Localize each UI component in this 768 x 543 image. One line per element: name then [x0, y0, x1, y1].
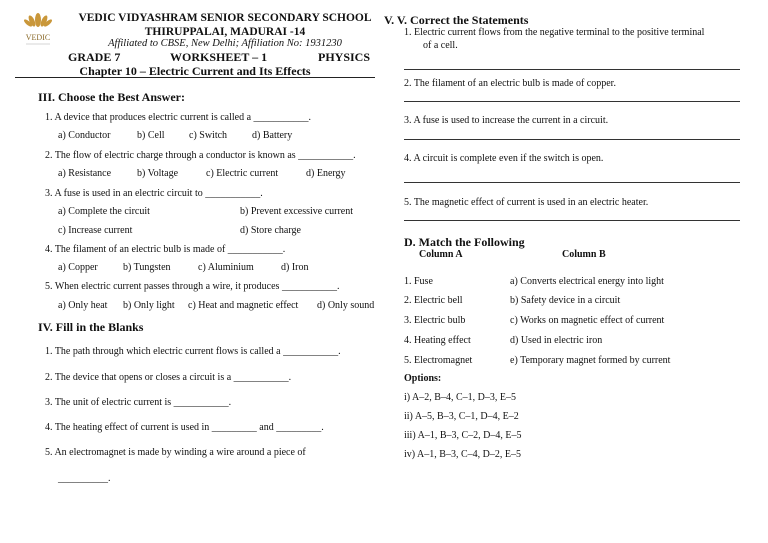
mcq-4-opt-d[interactable]: d) Iron [281, 262, 309, 273]
answer-line-1[interactable] [404, 69, 740, 70]
match-b-3: c) Works on magnetic effect of current [510, 315, 665, 326]
match-b-5: e) Temporary magnet formed by current [510, 355, 671, 366]
mcq-5: 5. When electric current passes through a wire, it produces ___________. [45, 281, 340, 292]
match-b-4: d) Used in electric iron [510, 335, 603, 346]
mcq-2: 2. The flow of electric charge through a conductor is known as ___________. [45, 150, 356, 161]
mcq-4-opt-a[interactable]: a) Copper [58, 262, 98, 273]
mcq-2-opt-a[interactable]: a) Resistance [58, 168, 112, 179]
match-b-2: b) Safety device in a circuit [510, 295, 621, 306]
mcq-5-opt-a[interactable]: a) Only heat [58, 300, 108, 311]
answer-line-2[interactable] [404, 101, 740, 102]
options-label: Options: [404, 373, 442, 384]
school-logo [18, 10, 58, 48]
statement-1: 1. Electric current flows from the negative terminal to the positive terminal [404, 27, 705, 38]
mcq-5-opt-b[interactable]: b) Only light [123, 300, 175, 311]
match-a-5: 5. Electromagnet [404, 355, 473, 366]
match-option-3[interactable]: iii) A–1, B–3, C–2, D–4, E–5 [404, 430, 522, 441]
subject: PHYSICS [318, 50, 371, 64]
header-divider [15, 77, 375, 78]
statement-3: 3. A fuse is used to increase the current in a circuit. [404, 115, 609, 126]
school-name: VEDIC VIDYASHRAM SENIOR SECONDARY SCHOOL [78, 12, 372, 24]
answer-line-4[interactable] [404, 182, 740, 183]
blank-4: 4. The heating effect of current is used in _________ and _________. [45, 422, 324, 433]
match-a-4: 4. Heating effect [404, 335, 471, 346]
blank-3: 3. The unit of electric current is ___________. [45, 397, 232, 408]
mcq-1-opt-d[interactable]: d) Battery [252, 130, 293, 141]
match-option-4[interactable]: iv) A–1, B–3, C–4, D–2, E–5 [404, 449, 521, 460]
match-a-3: 3. Electric bulb [404, 315, 466, 326]
answer-line-5[interactable] [404, 220, 740, 221]
match-option-2[interactable]: ii) A–5, B–3, C–1, D–4, E–2 [404, 411, 519, 422]
mcq-5-opt-c[interactable]: c) Heat and magnetic effect [188, 300, 299, 311]
mcq-2-opt-c[interactable]: c) Electric current [206, 168, 279, 179]
section-4-title: IV. Fill in the Blanks [38, 320, 144, 334]
svg-text:VEDIC: VEDIC [25, 33, 51, 42]
match-a-2: 2. Electric bell [404, 295, 463, 306]
statement-1-cont: of a cell. [423, 40, 458, 51]
blank-5-line: __________. [58, 473, 111, 484]
affiliation: Affiliated to CBSE, New Delhi; Affiliation No: 1931230 [108, 38, 342, 49]
blank-2: 2. The device that opens or closes a circuit is a ___________. [45, 372, 292, 383]
statement-2: 2. The filament of an electric bulb is made of copper. [404, 78, 616, 89]
column-b-header: Column B [562, 249, 606, 260]
mcq-1-opt-a[interactable]: a) Conductor [58, 130, 111, 141]
mcq-3-opt-c[interactable]: c) Increase current [58, 225, 133, 236]
mcq-3-opt-d[interactable]: d) Store charge [240, 225, 301, 236]
worksheet-label: WORKSHEET – 1 [170, 50, 268, 64]
school-place: THIRUPPALAI, MADURAI -14 [144, 26, 306, 38]
mcq-3-opt-b[interactable]: b) Prevent excessive current [240, 206, 354, 217]
match-a-1: 1. Fuse [404, 276, 433, 287]
statement-4: 4. A circuit is complete even if the switch is open. [404, 153, 604, 164]
mcq-2-opt-d[interactable]: d) Energy [306, 168, 346, 179]
mcq-2-opt-b[interactable]: b) Voltage [137, 168, 179, 179]
grade: GRADE 7 [68, 50, 121, 64]
mcq-4-opt-c[interactable]: c) Aluminium [198, 262, 254, 273]
mcq-1-opt-c[interactable]: c) Switch [189, 130, 228, 141]
mcq-1-opt-b[interactable]: b) Cell [137, 130, 165, 141]
statement-5: 5. The magnetic effect of current is used in an electric heater. [404, 197, 649, 208]
blank-1: 1. The path through which electric current flows is called a ___________. [45, 346, 341, 357]
mcq-4-opt-b[interactable]: b) Tungsten [123, 262, 171, 273]
mcq-4: 4. The filament of an electric bulb is made of ___________. [45, 244, 286, 255]
section-5-title: V. V. Correct the Statements [384, 13, 529, 27]
mcq-3-opt-a[interactable]: a) Complete the circuit [58, 206, 150, 217]
blank-5: 5. An electromagnet is made by winding a wire around a piece of [45, 447, 306, 458]
match-option-1[interactable]: i) A–2, B–4, C–1, D–3, E–5 [404, 392, 516, 403]
chapter-title: Chapter 10 – Electric Current and Its Effects [79, 64, 311, 78]
section-d-title: D. Match the Following [404, 235, 525, 249]
mcq-5-opt-d[interactable]: d) Only sound [317, 300, 375, 311]
mcq-1: 1. A device that produces electric current is called a ___________. [45, 112, 312, 123]
section-3-title: III. Choose the Best Answer: [38, 90, 185, 104]
answer-line-3[interactable] [404, 139, 740, 140]
match-b-1: a) Converts electrical energy into light [510, 276, 664, 287]
column-a-header: Column A [419, 249, 463, 260]
mcq-3: 3. A fuse is used in an electric circuit to ___________. [45, 188, 263, 199]
